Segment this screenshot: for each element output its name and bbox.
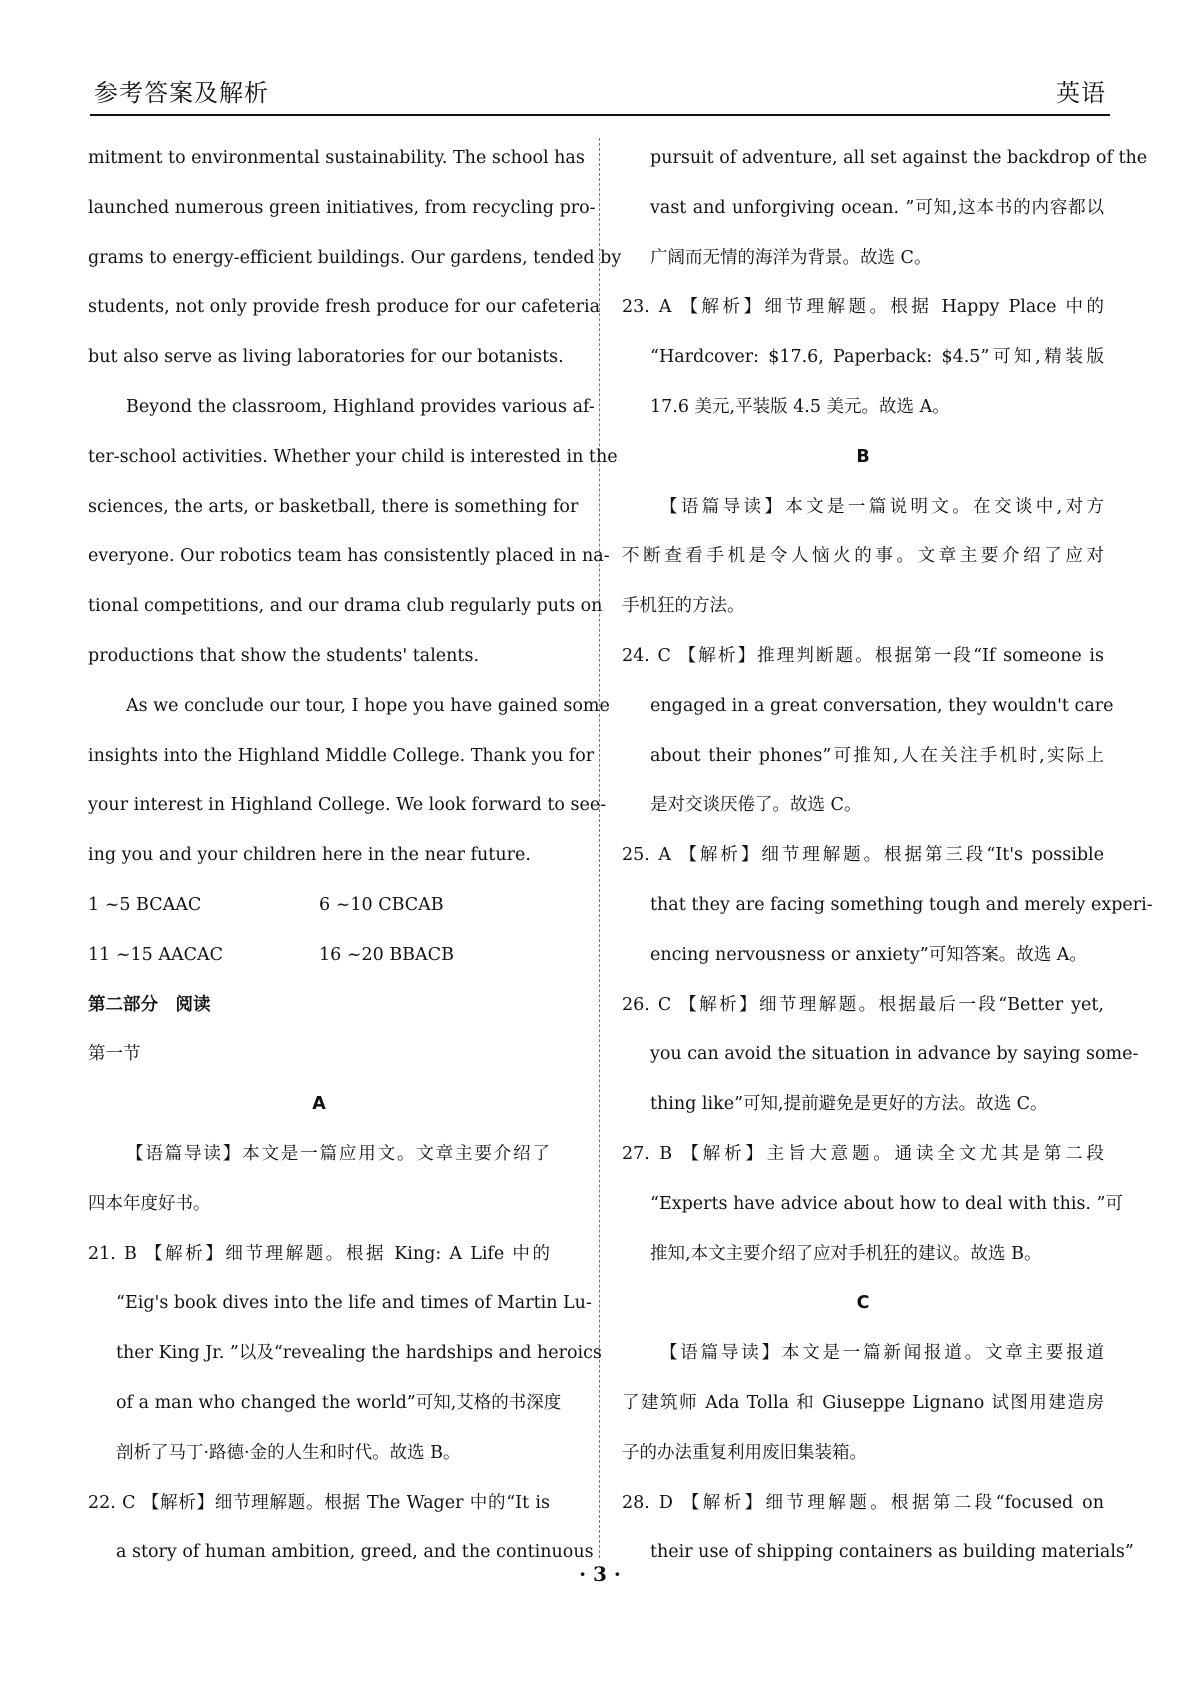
- text-line: mitment to environmental sustainability. The school has: [88, 148, 585, 168]
- text-line: encing nervousness or anxiety”可知答案。故选 A。: [650, 944, 1087, 965]
- text-line: you can avoid the situation in advance by saying some-: [650, 1044, 1139, 1065]
- text-line: 了建筑师 Ada Tolla 和 Giuseppe Lignano 试图用建造房: [622, 1392, 1104, 1413]
- text-line: vast and unforgiving ocean. ”可知,这本书的内容都以: [650, 197, 1104, 218]
- text-line: students, not only provide fresh produce for our cafeteria: [88, 297, 601, 318]
- subsection-heading: 第一节: [88, 1044, 141, 1065]
- text-line: of a man who changed the world”可知,艾格的书深度: [116, 1392, 562, 1413]
- text-line: As we conclude our tour, I hope you have gained some: [126, 695, 610, 716]
- page-header: [90, 70, 1110, 116]
- text-line: ther King Jr. ”以及“revealing the hardships and heroics: [116, 1343, 602, 1364]
- text-line: sciences, the arts, or basketball, there is something for: [88, 496, 579, 517]
- text-line: 子的办法重复利用废旧集装箱。: [622, 1442, 867, 1463]
- answer-line: 22. C 【解析】细节理解题。根据 The Wager 中的“It is: [88, 1492, 550, 1513]
- text-line: 推知,本文主要介绍了应对手机狂的建议。故选 B。: [650, 1243, 1042, 1264]
- header-title: 参考答案及解析: [94, 79, 269, 107]
- text-line: 广阔而无情的海洋为背景。故选 C。: [650, 247, 932, 268]
- page-number: · 3 ·: [579, 1562, 621, 1586]
- text-line: pursuit of adventure, all set against the backdrop of the: [650, 148, 1148, 168]
- text-line: 【语篇导读】本文是一篇说明文。在交谈中,对方: [660, 496, 1104, 517]
- right-column: [622, 134, 1153, 1578]
- text-line: 【语篇导读】本文是一篇应用文。文章主要介绍了: [126, 1143, 550, 1164]
- text-line: 剖析了马丁·路德·金的人生和时代。故选 B。: [116, 1442, 461, 1463]
- text-line: insights into the Highland Middle College. Thank you for: [88, 745, 595, 766]
- answer-group: 1 ~5 BCAAC: [88, 894, 202, 915]
- text-line: 手机狂的方法。: [622, 596, 745, 617]
- answer-group: 16 ~20 BBACB: [319, 944, 454, 965]
- text-line: engaged in a great conversation, they wouldn't care: [650, 695, 1114, 716]
- text-line: that they are facing something tough and merely experi-: [650, 894, 1153, 915]
- text-line: 17.6 美元,平装版 4.5 美元。故选 A。: [650, 396, 950, 417]
- text-line: launched numerous green initiatives, from recycling pro-: [88, 197, 596, 218]
- header-subject: 英语: [1056, 79, 1106, 107]
- answer-line: 21. B 【解析】细节理解题。根据 King: A Life 中的: [88, 1243, 550, 1264]
- text-line: 【语篇导读】本文是一篇新闻报道。文章主要报道: [660, 1343, 1104, 1364]
- text-line: about their phones”可推知,人在关注手机时,实际上: [650, 745, 1104, 766]
- answer-line: 28. D 【解析】细节理解题。根据第二段“focused on: [622, 1492, 1104, 1513]
- text-line: “Experts have advice about how to deal with this. ”可: [650, 1193, 1124, 1214]
- text-line: “Eig's book dives into the life and times of Martin Lu-: [116, 1293, 592, 1314]
- text-line: a story of human ambition, greed, and the continuous: [116, 1542, 594, 1563]
- left-column: [88, 134, 622, 1578]
- answer-row: [88, 881, 550, 931]
- text-line: 四本年度好书。: [88, 1193, 211, 1214]
- text-line: tional competitions, and our drama club regularly puts on: [88, 596, 603, 617]
- answer-group: 11 ~15 AACAC: [88, 944, 224, 965]
- text-line: 不断查看手机是令人恼火的事。文章主要介绍了应对: [622, 546, 1104, 567]
- answer-line: 27. B 【解析】主旨大意题。通读全文尤其是第二段: [622, 1143, 1104, 1164]
- answer-row: [88, 931, 550, 981]
- text-line: 是对交谈厌倦了。故选 C。: [650, 795, 862, 816]
- answer-group: 6 ~10 CBCAB: [319, 894, 444, 915]
- text-line: ing you and your children here in the near future.: [88, 845, 531, 866]
- section-heading: 第二部分 阅读: [88, 994, 211, 1015]
- text-line: but also serve as living laboratories for our botanists.: [88, 347, 564, 368]
- answer-line: 25. A 【解析】细节理解题。根据第三段“It's possible: [622, 845, 1104, 866]
- answer-line: 24. C 【解析】推理判断题。根据第一段“If someone is: [622, 645, 1104, 666]
- text-line: everyone. Our robotics team has consistently placed in na-: [88, 546, 610, 567]
- text-line: ter-school activities. Whether your child is interested in the: [88, 446, 618, 467]
- text-line: productions that show the students' talents.: [88, 645, 480, 666]
- text-line: their use of shipping containers as building materials”: [650, 1542, 1134, 1563]
- text-line: grams to energy-efficient buildings. Our gardens, tended by: [88, 247, 622, 268]
- answer-line: 23. A 【解析】细节理解题。根据 Happy Place 中的: [622, 297, 1104, 318]
- passage-letter: A: [312, 1094, 326, 1115]
- answer-line: 26. C 【解析】细节理解题。根据最后一段“Better yet,: [622, 994, 1104, 1015]
- passage-letter: B: [856, 446, 870, 467]
- text-line: thing like”可知,提前避免是更好的方法。故选 C。: [650, 1094, 1048, 1115]
- text-line: “Hardcover: $17.6, Paperback: $4.5”可知,精装版: [650, 347, 1104, 368]
- passage-letter: C: [856, 1293, 870, 1314]
- text-line: your interest in Highland College. We look forward to see-: [88, 795, 607, 816]
- text-line: Beyond the classroom, Highland provides various af-: [126, 396, 595, 417]
